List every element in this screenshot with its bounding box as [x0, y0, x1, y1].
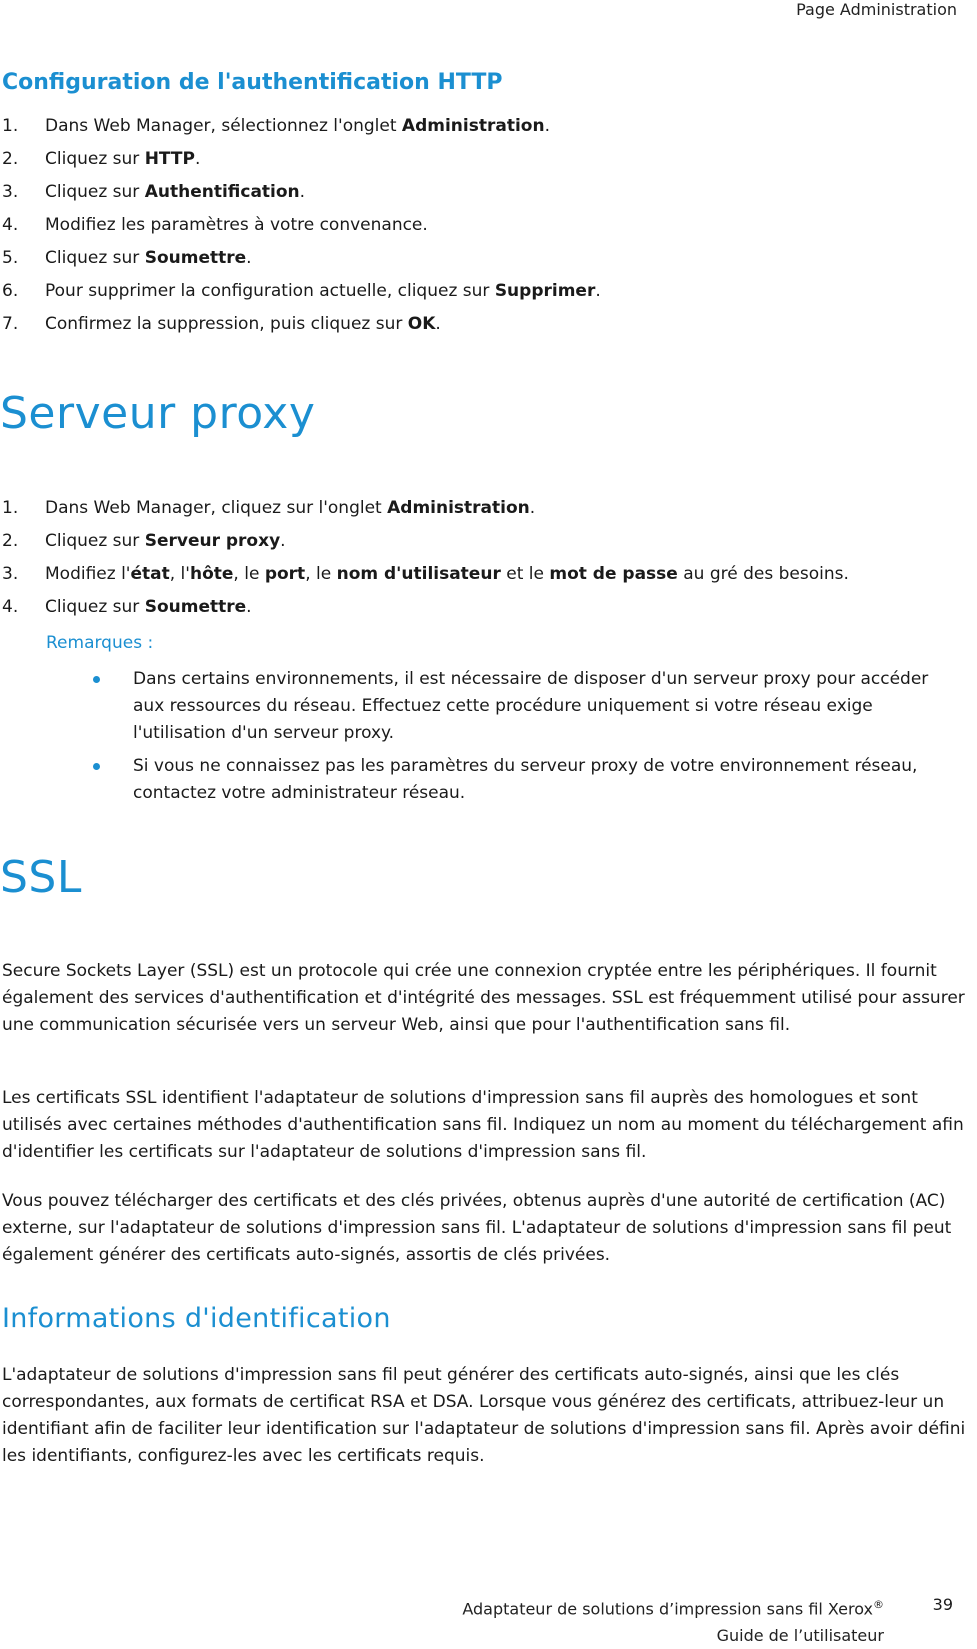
- ssl-paragraph: Vous pouvez télécharger des certificats et des clés privées, obtenus auprès d'une autorité de certification (AC) externe, sur l'adaptateur de solutions d'impression sans fil. L'adaptateur de solutions d'impression sans fil peut également générer des certificats auto-signés, assortis de clés privées.: [2, 1191, 952, 1265]
- ssl-heading: SSL: [0, 852, 82, 903]
- registered-mark: ®: [873, 1598, 884, 1611]
- list-item: 5. Cliquez sur Soumettre.: [2, 248, 252, 268]
- identification-paragraph: L'adaptateur de solutions d'impression sans fil peut générer des certificats auto-signés, ainsi que les clés correspondantes, aux formats de certificat RSA et DSA. Lorsque vous générez des certificats, attribuez-leur un identifiant afin de faciliter leur identification sur l'adaptateur de solutions d'impression sans fil. Après avoir défini les identifiants, configurez-les avec les certificats requis.: [2, 1365, 966, 1466]
- remarks-label: Remarques :: [46, 633, 154, 653]
- page-number: 39: [932, 1595, 953, 1614]
- list-item: 1. Dans Web Manager, sélectionnez l'onglet Administration.: [2, 116, 550, 136]
- bullet-icon: [93, 676, 100, 683]
- list-item: 7. Confirmez la suppression, puis cliquez sur OK.: [2, 314, 441, 334]
- list-item: Dans certains environnements, il est nécessaire de disposer d'un serveur proxy pour accéder aux ressources du réseau. Effectuez cette procédure uniquement si votre réseau exige l'utilisation d'un serveur proxy.: [0, 666, 963, 747]
- proxy-steps: [0, 492, 960, 624]
- proxy-heading: Serveur proxy: [0, 388, 316, 439]
- http-auth-steps: [0, 110, 960, 341]
- remarks-list: [0, 666, 970, 813]
- list-item: 2. Cliquez sur HTTP.: [2, 149, 201, 169]
- footer: [462, 1591, 884, 1649]
- list-item: 3. Cliquez sur Authentification.: [2, 182, 306, 202]
- list-item: 4. Modifiez les paramètres à votre convenance.: [2, 215, 428, 235]
- bullet-icon: [93, 763, 100, 770]
- running-header: Page Administration: [796, 0, 957, 19]
- footer-product: Adaptateur de solutions d’impression sans fil Xerox: [462, 1599, 873, 1619]
- list-item: 6. Pour supprimer la configuration actuelle, cliquez sur Supprimer.: [2, 281, 601, 301]
- identification-heading: Informations d'identification: [2, 1303, 391, 1334]
- list-item: Si vous ne connaissez pas les paramètres du serveur proxy de votre environnement réseau, contactez votre administrateur réseau.: [0, 753, 963, 807]
- list-item: 3. Modifiez l'état, l'hôte, le port, le nom d'utilisateur et le mot de passe au gré des besoins.: [2, 564, 849, 584]
- ssl-paragraph: Secure Sockets Layer (SSL) est un protocole qui crée une connexion cryptée entre les périphériques. Il fournit également des services d'authentification et d'intégrité des messages. SSL est fréquemment utilisé pour assurer une communication sécurisée vers un serveur Web, ainsi que pour l'authentification sans fil.: [2, 961, 965, 1035]
- list-item: 4. Cliquez sur Soumettre.: [2, 597, 252, 617]
- footer-guide: Guide de l’utilisateur: [716, 1626, 884, 1646]
- list-item: 2. Cliquez sur Serveur proxy.: [2, 531, 286, 551]
- http-auth-heading: Configuration de l'authentification HTTP: [2, 70, 503, 95]
- list-item: 1. Dans Web Manager, cliquez sur l'onglet Administration.: [2, 498, 536, 518]
- ssl-paragraph: Les certificats SSL identifient l'adaptateur de solutions d'impression sans fil auprès des homologues et sont utilisés avec certaines méthodes d'authentification sans fil. Indiquez un nom au moment du téléchargement afin d'identifier les certificats sur l'adaptateur de solutions d'impression sans fil.: [2, 1088, 964, 1162]
